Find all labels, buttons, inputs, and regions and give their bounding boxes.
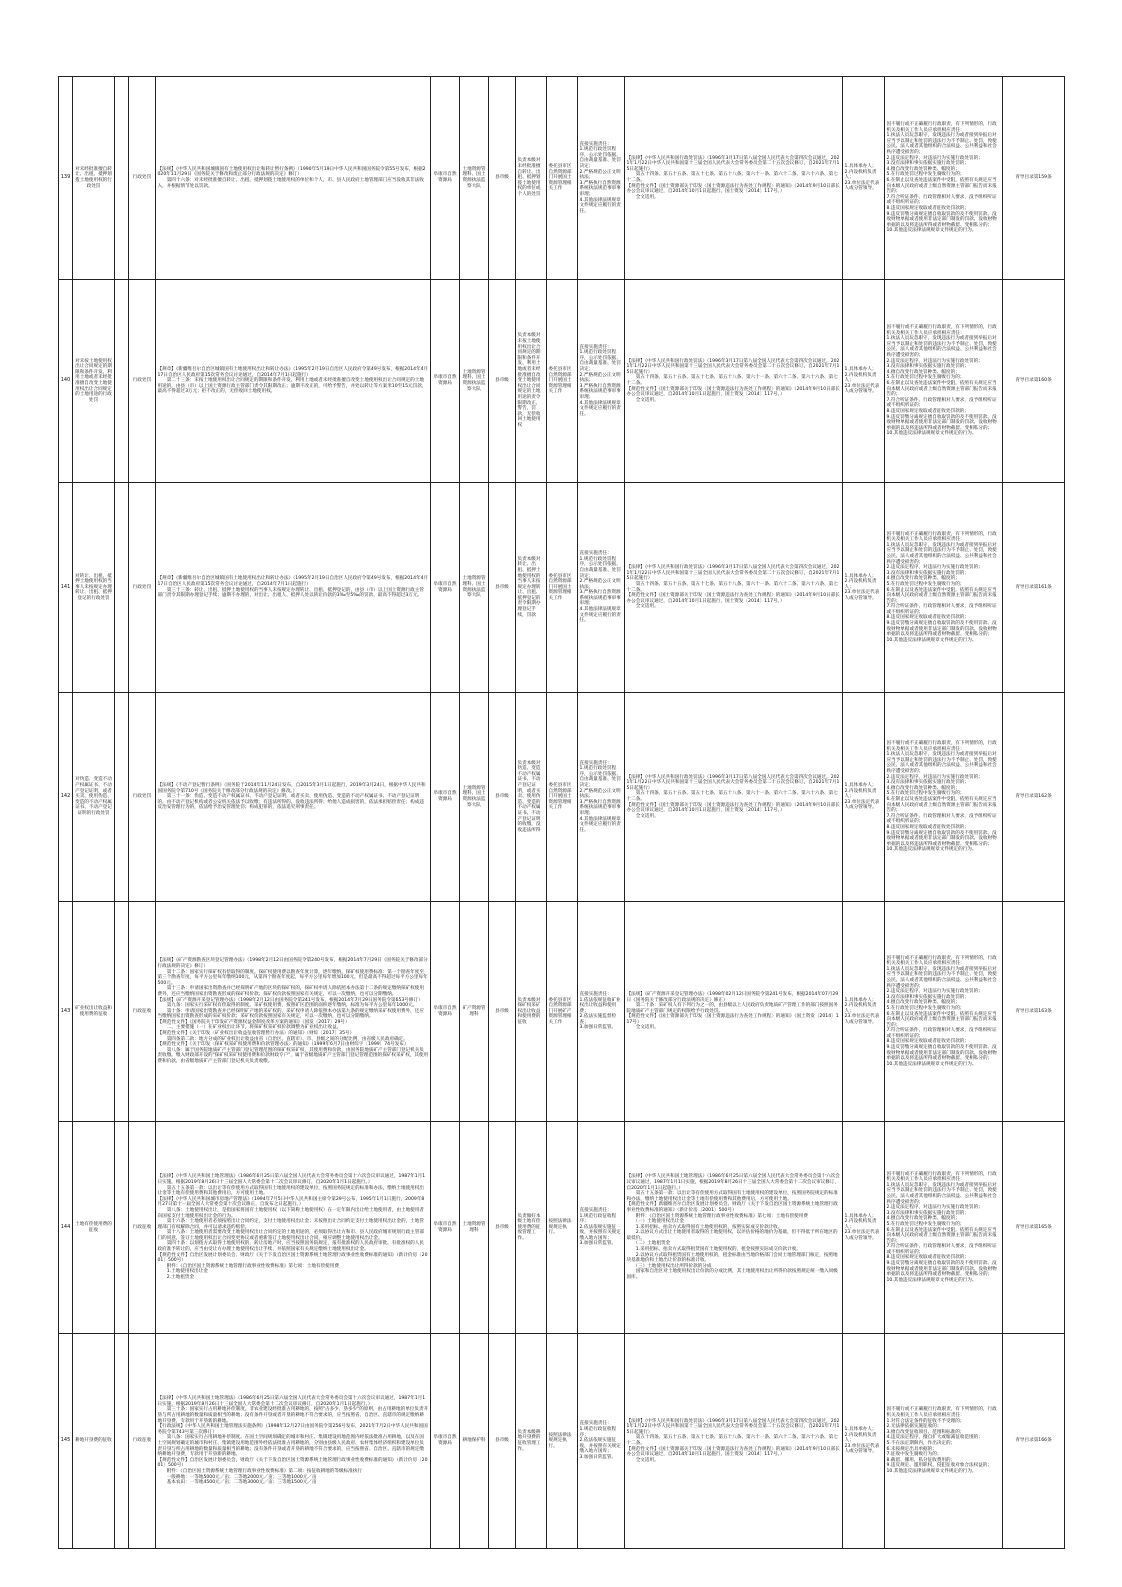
exercise-level: 县市级 <box>489 1122 516 1334</box>
responsible-unit: 土地资源管理科、国土资源执法监察大队 <box>460 280 489 483</box>
legal-basis: 【规章】《新疆维吾尔自治区城镇国有土地使用权出让和转让办法》（1995年2月19日自治区人民政府令第49号发布，根据2014年4月17日自治区人民政府第15次常务会议讨论通过，自2014年7月1日起施行） 第三十三条：转让、出租、抵押土地使用权的当事人未按规定办理转让、出租、抵押登记的，由县（市）以上国土资源行政主管部门责令其限期办理登记手续；逾期不办理的，对出让、出租人、抵押人处以转让价款的3‰至5‰的罚款，最高不得超过3万元。 <box>156 483 431 693</box>
level-duty: 负责做好本级土地有偿使用费的征收管理工作。 <box>516 1122 547 1334</box>
cooperation: 委托县市区自然资源部门开展国土资源管理相关工作 <box>547 483 578 693</box>
remark: 青导目录第161条 <box>1003 483 1065 693</box>
responsible-persons: 1.具体承办人； 2.内设机构负责人； 23.单位法定代表人或分管领导。 <box>843 693 885 902</box>
responsible-persons: 1.具体承办人； 2.内设机构负责人； 23.单位法定代表人或分管领导。 <box>843 280 885 483</box>
accountability: 因不履行或不正确履行行政职责，有下列情形的，行政机关及相关工作人员应承担相应责任： 1.执法人员玩忽职守，发现违法行为或者接到举报后对应当予以制止和处罚的违法行为不予制止、处罚，致使公民、法人或者其他组织的合法权益、公共利益和社会秩序遭受损害的； 2.违反法定程序，对违法行为实施行政处罚的； 3.没有法律和事实依据实施行政处罚的； 4.擅自改变行政处罚种类、幅度的； 5.在行政处罚过程中发生腐败行为的； 6.在制止以及查处违法案件中受阻，依照有关规定应当向本级人民政府或者上级自然资源主管部门报告而未报告的； 7.符合听证条件、行政管理相对人要求，没予组织听证或不组织听证的； 8.违反国家规定收取或者征收处罚款的； 9.违反罚缴分离规定擅自收取罚款的及不使用罚款、没收财物单据或者使用非法定部门制发的罚款、没收财物单据的以及将违法所得或者财物截留、变相私分的； 10.其他违反法律法规规章文件规定的行为。 <box>885 1122 1003 1334</box>
row-number: 141 <box>59 483 73 693</box>
level-duty: 负责本级对伪造、变造不动产权属证书、不动产登记证明，或者买卖、使用伪造、变造的不动产权属证书、不动产登记证明的收缴，没收违法所得 <box>516 693 547 902</box>
responsible-unit: 土地资源管理科 <box>460 1122 489 1334</box>
item-name: 对伪造、变造不动产权属证书、不动产登记证明，或者买卖、使用伪造、变造的不动产权属证书、不动产登记证明的行政处罚 <box>73 693 115 902</box>
exercise-level: 县市级 <box>489 77 516 280</box>
item-name: 对转让、出租、抵押土地使用权的当事人未按规定办理转让、出租、抵押登记的行政处罚 <box>73 483 115 693</box>
responsibility-basis: 【法律】《中华人民共和国土地管理法》（1986年6月25日第六届全国人民代表大会常务委员会第十六次会议审议通过，1987年1月1日实施，根据2019年8月26日十三届全国人大常委会第十二次会议审议修订，自2020年1月1日起施行。） 第五十五条第一款：以出让等有偿使用方式取得国有土地使用权的建设单位，按照国务院规定的标准和办法，缴纳土地使用权出让金等土地有偿使用费和其他费用后，方可使用土地。 【规范性文件】新疆维吾尔自治区发展计划委员会、财政厅《关于下发自治区国土资源系统土地管理行政事业性收费标准的通知》（新计价房〔2001〕500号） 附件：《自治区国土资源系统土地管理行政事业性收费标准》第七项：土地有偿使用费 （一）土地使用权出让金 1.采用招标、拍卖方式取得国有土地使用权的，按照实际成交价款计收。 2.以协议方式出让土地使用者取得的土地使用权，以评估价格的地价为基础，但不得低于所在地区的最低价。 （二）土地租赁金 1.采用招标、拍卖方式取得租赁国有土地使用权的，租金按照实际成交价款计收。 2.以协议方式取得租赁国有土地使用权的，租金标准由当地价格部门会同土地管理部门核定，按照地块基准地价和土地出让价款的标准计收。 （三）土地使用权出让所得价款的分成 国家和自治区对土地使用权出让价款的分成比例，其土地使用权出让所得价款按照规定统一缴入同级国库。 <box>625 1122 843 1334</box>
power-list-table <box>58 76 1065 1549</box>
level-duty: 负责本级对转让、出租、抵押土地使用权的当事人未按规定办理转让、出租、抵押登记的责令限期办理登记手续，罚款 <box>516 483 547 693</box>
table-row <box>59 1334 1065 1549</box>
level-duty: 负责本级对探矿权采矿权出让收益和使用费的征收 <box>516 902 547 1122</box>
exercise-level: 县市级 <box>489 693 516 902</box>
responsibility-basis: 【法律】《中华人民共和国行政处罚法》（1996年3月17日第八届全国人民代表大会第四次会议通过，2021年1月22日中华人民共和国第十三届全国人民代表大会常务委员会第二十五次会议修订，自2021年7月15日起施行） 第五十四条、第五十五条、第五十七条、第五十八条、第六十一条、第六十二条、第六十六条、第七十二条。 【规范性文件】《国土资源部关于印发〈国土资源违法行为查处工作规程〉的通知》（2014年9月10日部长办公会议审议通过，自2014年10月1日起施行，国土资发〔2014〕117号。） 全文适用。 <box>625 1334 843 1549</box>
cooperation: 委托县市区自然资源部门开展国土资源管理相关工作 <box>547 77 578 280</box>
responsibility-basis: 【法律】《中华人民共和国行政处罚法》（1996年3月17日第八届全国人民代表大会第四次会议通过，2021年1月22日中华人民共和国第十三届全国人民代表大会常务委员会第二十五次会议修订，自2021年7月15日起施行） 第五十四条、第五十五条、第五十七条、第五十八条、第六十一条、第六十二条、第六十六条、第七十二条。 【规范性文件】《国土资源部关于印发〈国土资源违法行为查处工作规程〉的通知》（2014年9月10日部长办公会议审议通过，自2014年10月1日起施行，国土资发〔2014〕117号。） 全文适用。 <box>625 693 843 902</box>
item-name: 对未按土地使用权出让合同规定的期限和条件开发、利用土地或者未经批准擅自改变土地使用权出让合同规定的土地用途的行政处罚 <box>73 280 115 483</box>
item-name: 土地有偿使用费的征收 <box>73 1122 115 1334</box>
implementing-dept: 阜康市自然资源局 <box>431 280 460 483</box>
cooperation: 委托县市区自然资源部门开展矿产资源管理相关工作 <box>547 902 578 1122</box>
responsibility: 直接实施责任： 1.规范行政处罚程序，公示处罚依据、自由裁量基准、处罚决定； 2.严格规范公正文明执法； 3.严格执行自然资源系统执法规范事审事审理； 4.其他法律法规规章文件规定应履行的责任。 <box>578 77 625 280</box>
responsibility-basis: 【法规】《矿产资源开采登记管理办法》（1998年02月12日国务院令第241号发布，根据2014年07月29日《国务院关于修改部分行政法规的决定》修正） 第二十条：采矿权人有下列行为之一的，由县级以上人民政府负责地质矿产管理工作的部门按照国务院地质矿产主管部门规定的权限给予行政处罚。 【规范性文件】《国土资源部关于印发〈国土资源违法行为查处工作规程〉的通知》（国土资发〔2014〕117号） 全文适用。 <box>625 902 843 1122</box>
remark: 青导目录第159条 <box>1003 77 1065 280</box>
responsibility: 直接实施责任： 1.规范行政处罚程序，公示处罚依据、自由裁量基准、处罚决定； 2.严格规范公正文明执法； 3.严格执行自然资源系统执法规范事审事审理； 4.其他法律法规规章文件规定应履行的责任。 <box>578 280 625 483</box>
responsibility: 直接实施责任： 1.规范行政征收程序； 2.依法依规实施征收，并按照有关规定缴入地方国库； 3.加强日常监管。 <box>578 1334 625 1549</box>
document-page <box>58 76 1064 1549</box>
responsibility: 直接实施责任： 1.依法依规征收矿业权出让收益和使用费； 2.依法实施监督检查； 3.加强日常监管。 <box>578 902 625 1122</box>
sub-item <box>115 483 129 693</box>
sub-item <box>115 77 129 280</box>
responsibility: 直接实施责任： 1.规范行政处罚程序，公示处罚依据、自由裁量基准、处罚决定； 2.严格规范公正文明执法； 3.严格执行自然资源系统执法规范事审事审理； 4.其他法律法规规章文件规定应履行的责任。 <box>578 483 625 693</box>
power-type: 行政处罚 <box>129 77 156 280</box>
responsibility-basis: 【法律】《中华人民共和国行政处罚法》（1996年3月17日第八届全国人民代表大会第四次会议通过，2021年1月22日中华人民共和国第十三届全国人民代表大会常务委员会第二十五次会议修订，自2021年7月15日起施行） 第五十四条、第五十五条、第五十七条、第五十八条、第六十一条、第六十二条、第六十六条、第七十二条。 【规范性文件】《国土资源部关于印发〈国土资源违法行为查处工作规程〉的通知》（2014年9月10日部长办公会议审议通过，自2014年10月1日起施行，国土资发〔2014〕117号。） 全文适用。 <box>625 483 843 693</box>
legal-basis: 【法规】《矿产资源勘查区块登记管理办法》（1998年2月12日由国务院令第240号发布，根据2014年7月29日《国务院关于修改部分行政法规的决定》修订） 第十二条：国家实行探矿权有偿取得的制度。探矿权使用费以勘查年度计算，逐年缴纳。探矿权使用费标准：第一个勘查年度至第三个勘查年度，每平方公里每年缴纳100元，从第四个勘查年度起，每平方公里每年增加100元，但是最高不得超过每平方公里每年500元。 第十三条：申请国家出资勘查并已经探明矿产地的区块的探矿权的，探矿权申请人除依照本办法第十二条的规定缴纳探矿权使用费外，还应当缴纳国家出资勘查形成的探矿权价款；探矿权价款按照国家有关规定，可以一次缴纳，也可以分期缴纳。 【法规】《矿产资源开采登记管理办法》（1998年2月12日由国务院令第241号发布，根据2014年7月29日国务院令第653号修订） 第九条：国家实行采矿权有偿取得的制度。采矿权使用费，按照矿区范围的面积逐年缴纳，标准为每平方公里每年1000元。 第十条：申请国家出资勘查并已经探明矿产地的采矿权的，采矿权申请人除依照本办法第九条的规定缴纳采矿权使用费外，还应当缴纳国家出资勘查形成的采矿权价款；采矿权价款按照国家有关规定，可以一次缴纳，也可以分期缴纳。 【规范性文件】《国务院关于印发矿产资源权益金制度改革方案的通知》（国发〔2017〕29号） 二、主要措施（一）在矿业权出让环节，将探矿权采矿权价款调整为矿业权出让收益。 【规范性文件】《关于印发〈矿业权出让收益征收管理暂行办法〉的通知》（财综〔2017〕35号） 第四条第二款：地方分成的矿业权出让收益由省（自治区、直辖市）、市、县级之间的分配比例，由省级人民政府确定。 【规范性文件】《关于印发〈探矿权采矿权使用费和价款管理办法〉的通知》（1999年6月7日由财综字〔1999〕74号发布） 第八条：属于国务院地质矿产主管部门登记管理范围的探矿权采矿权，其使用费和价款，由国务院地质矿产主管部门登记机关负责收缴。缴入财政部开设的"探矿权采矿权使用费和价款财政专户"，属于省级地质矿产主管部门登记管理范围的探矿权采矿权，其使用费和价款，由省级地质矿产主管部门登记机关负责收缴。 <box>156 902 431 1122</box>
row-number: 139 <box>59 77 73 280</box>
power-type: 行政征收 <box>129 902 156 1122</box>
implementing-dept: 阜康市自然资源局 <box>431 1122 460 1334</box>
row-number: 145 <box>59 1334 73 1549</box>
legal-basis: 【法律】《中华人民共和国土地管理法》（1986年6月25日第六届全国人民代表大会常务委员会第十六次会议审议通过，1987年1月1日实施，根据2019年8月26日十三届全国人大常委会第十二次会议审议修订，自2020年1月1日起施行。） 第三十条：国家实行占用耕地补偿制度。非农业建设经批准占用耕地的，按照"占多少，垦多少"的原则，由占用耕地的单位负责开垦与所占用耕地的数量和质量相当的耕地；没有条件开垦或者开垦的耕地不符合要求的，应当按照省、自治区、直辖市的规定缴纳耕地开垦费，专款用于开垦新的耕地。 【行政法规】《中华人民共和国土地管理法实施条例》（1998年12月27日由国务院令第256号发布，2021年7月2日中华人民共和国国务院令第743号第三次修订） 第八条：国家实行占用耕地补偿制度。在国土空间规划确定的城市和村庄、集镇建设用地范围内经依法批准占用耕地，以及在国土空间规划确定的城市和村庄、集镇建设用地范围外经依法批准占用耕地的，分别由县级人民政府、农村集体经济组织和建设单位负责开垦与所占用耕地的数量和质量相当的耕地；没有条件开垦或者开垦的耕地不符合要求的，应当按照省、自治区、直辖市的规定缴纳耕地开垦费，专款用于开垦新的耕地。 【规范性文件】自治区发展计划委员会、财政厅《关于下发自治区国土资源系统土地管理行政事业性收费标准的通知》（新计价房〔2001〕500号） 附件：《自治区国土资源系统土地管理行政事业性收费标准》第二项：按征收耕地的等级标准执行 一般耕地：一等地5000元／亩；二等地2000元／亩；三等地1000元／亩 基本农田：一等地4500元／亩；二等地3000元／亩；三等地1500元／亩 <box>156 1334 431 1549</box>
item-name: 耕地开垦费的征收 <box>73 1334 115 1549</box>
responsibility: 直接实施责任： 1.规范行政处罚程序，公示处罚依据、自由裁量基准、处罚决定； 2.严格规范公正文明执法； 3.严格执行自然资源系统执法规范事审事审理； 4.其他法律法规规章文件规定应履行的责任。 <box>578 693 625 902</box>
responsibility-basis: 【法律】《中华人民共和国行政处罚法》（1996年3月17日第八届全国人民代表大会第四次会议通过，2021年1月22日中华人民共和国第十三届全国人民代表大会常务委员会第二十五次会议修订，自2021年7月15日起施行） 第五十四条、第五十五条、第五十七条、第五十八条、第六十一条、第六十二条、第六十六条、第七十二条。 【规范性文件】《国土资源部关于印发〈国土资源违法行为查处工作规程〉的通知》（2014年9月10日部长办公会议审议通过，自2014年10月1日起施行，国土资发〔2014〕117号。） 全文适用。 <box>625 77 843 280</box>
implementing-dept: 阜康市自然资源局 <box>431 693 460 902</box>
sub-item <box>115 902 129 1122</box>
power-type: 行政处罚 <box>129 483 156 693</box>
cooperation: 委托县市区自然资源部门开展国土资源管理相关工作 <box>547 280 578 483</box>
row-number: 143 <box>59 902 73 1122</box>
legal-basis: 【法规】《不动产登记暂行条例》（国务院于2014年11月24日发布，自2015年3月1日起施行，2019年3月24日，根据中华人民共和国国务院令第710号《国务院关于修改部分行政法规的决定》修改。） 第三十一条：伪造、变造不动产权属证书、不动产登记证明，或者买卖、使用伪造、变造的不动产权属证书、不动产登记证明的，由不动产登记机构或者公安机关依法予以收缴；有违法所得的，没收违法所得；给他人造成损害的，依法承担赔偿责任；构成违反治安管理行为的，依法给予治安管理处罚；构成犯罪的，依法追究刑事责任。 <box>156 693 431 902</box>
remark: 青导目录第165条 <box>1003 1122 1065 1334</box>
responsibility-basis: 【法律】《中华人民共和国行政处罚法》（1996年3月17日第八届全国人民代表大会第四次会议通过，2021年1月22日中华人民共和国第十三届全国人民代表大会常务委员会第二十五次会议修订，自2021年7月15日起施行） 第五十四条、第五十五条、第五十七条、第五十八条、第六十一条、第六十二条、第六十六条、第七十二条。 【规范性文件】《国土资源部关于印发〈国土资源违法行为查处工作规程〉的通知》（2014年9月10日部长办公会议审议通过，自2014年10月1日起施行，国土资发〔2014〕117号。） 全文适用。 <box>625 280 843 483</box>
accountability: 因不履行或不正确履行行政职责，有下列情形的，行政机关及相关工作人员应承担相应责任： 1.执法人员玩忽职守，发现违法行为或者接到举报后对应当予以制止和处罚的违法行为不予制止、处罚，致使公民、法人或者其他组织的合法权益、公共利益和社会秩序遭受损害的； 2.违反法定程序，对违法行为实施行政处罚的； 3.没有法律和事实依据实施行政处罚的； 4.擅自改变行政处罚种类、幅度的； 5.在行政处罚过程中发生腐败行为的； 6.在制止以及查处违法案件中受阻，依照有关规定应当向本级人民政府或者上级自然资源主管部门报告而未报告的； 7.符合听证条件、行政管理相对人要求，没予组织听证或不组织听证的； 8.违反国家规定收取或者征收处罚款的； 9.违反罚缴分离规定擅自收取罚款的及不使用罚款、没收财物单据或者使用非法定部门制发的罚款、没收财物单据的以及将违法所得或者财物截留、变相私分的； 10.其他违反法律法规规章文件规定的行为。 <box>885 77 1003 280</box>
exercise-level: 县市级 <box>489 483 516 693</box>
responsible-unit: 土地资源管理科、国土资源执法监察大队 <box>460 693 489 902</box>
implementing-dept: 阜康市自然资源局 <box>431 77 460 280</box>
responsible-persons: 1.具体承办人； 2.内设机构负责人； 23.单位法定代表人或分管领导。 <box>843 483 885 693</box>
sub-item <box>115 280 129 483</box>
row-number: 142 <box>59 693 73 902</box>
remark: 青导目录第162条 <box>1003 693 1065 902</box>
sub-item <box>115 1122 129 1334</box>
remark: 青导目录第160条 <box>1003 280 1065 483</box>
table-row <box>59 902 1065 1122</box>
responsible-persons: 1.具体承办人； 2.内设机构负责人； 23.单位法定代表人或分管领导。 <box>843 77 885 280</box>
exercise-level: 县市级 <box>489 1334 516 1549</box>
row-number: 144 <box>59 1122 73 1334</box>
table-row <box>59 280 1065 483</box>
responsible-persons: 1.具体承办人； 2.内设机构负责人； 23.单位法定代表人或分管领导。 <box>843 1122 885 1334</box>
sub-item <box>115 1334 129 1549</box>
legal-basis: 【法律】《中华人民共和国土地管理法》（1986年6月25日第六届全国人民代表大会常务委员会第十六次会议审议通过，1987年1月1日实施，根据2019年8月26日十三届全国人大常委会第十二次会议审议修订，自2020年1月1日起施行。） 第五十五条第一款：以出让等有偿使用方式取得国有土地使用权的建设单位，按照国务院规定的标准和办法，缴纳土地使用权出让金等土地有偿使用费和其他费用后，方可使用土地。 【法律】《中华人民共和国城市房地产管理法》（1994年7月5日中华人民共和国主席令第29号公布，1995年1月1日施行，2009年8月27日第十一届全国人大常委会第十次会议修正，自发布之日起施行。） 第八条：土地使用权出让，是指国家将国有土地使用权（以下简称土地使用权）在一定年限内出让给土地使用者，由土地使用者向国家支付土地使用权出让金的行为。 第十六条：土地使用者必须按照出让合同约定，支付土地使用权出让金；未按照出让合同约定支付土地使用权出让金的，土地管理部门有权解除合同，并可以请求违约赔偿。 第十八条：土地使用者需要改变土地使用权出让合同约定的土地用途的，必须取得出让方和市、县人民政府城市规划行政主管部门的同意，签订土地使用权出让合同变更协议或者重新签订土地使用权出让合同，相应调整土地使用权出让金。 第四十条：以划拨方式取得土地使用权的，转让房地产时，应当按照国务院规定，报有批准权的人民政府审批。有批准权的人民政府准予转让的，应当由受让方办理土地使用权出让手续，并依照国家有关规定缴纳土地使用权出让金。 【规范性文件】自治区发展计划委员会、财政厅《关于下发自治区国土资源系统土地管理行政事业性收费标准的通知》（新计价房〔2001〕500号） 附件：《自治区国土资源系统土地管理行政事业性收费标准》第七项：土地有偿使用费 1.土地使用权出让金 2.土地租赁金 <box>156 1122 431 1334</box>
exercise-level: 县市级 <box>489 280 516 483</box>
power-type: 行政处罚 <box>129 280 156 483</box>
responsible-unit: 矿产资源管理科 <box>460 902 489 1122</box>
table-row <box>59 693 1065 902</box>
accountability: 因不履行或不正确履行行政职责，有下列情形的，行政机关及相关工作人员应承担相应责任： 1.对符合法定条件的征收不予受理的； 2.无法律依据实施征收的； 3.擅自改变征收项目、范围和标准的； 4.违反法定程序，擅自扩大或缩减征收范围的； 5.不在法定期限内，作出决定的； 6.未按规定出具单据的； 7.征收中发生腐败行为的； 8.截留、挪用、私分征收费用的； 9.违反规定、滥用职权，侵犯征收对象合法权益的； 10.其他违反法律法规规章文件规定的行为。 <box>885 1334 1003 1549</box>
responsibility: 直接实施责任： 1.规范行政征收程序； 2.依法依规实施征收，并按照有关规定缴入地方国库； 3.加强日常监管。 <box>578 1122 625 1334</box>
remark: 青导目录第166条 <box>1003 1334 1065 1549</box>
sub-item <box>115 693 129 902</box>
level-duty: 负责本级对未按土地使用权出让合同规定的期限和条件开发、利用土地或者未经批准擅自改变土地使用权出让合同规定的土地用途的责令限期改正，警告，罚款，无偿收回土地使用权 <box>516 280 547 483</box>
responsible-unit: 土地资源管理科、国土资源执法监察大队 <box>460 77 489 280</box>
responsible-unit: 耕地保护科 <box>460 1334 489 1549</box>
table-row <box>59 1122 1065 1334</box>
implementing-dept: 阜康市自然资源局 <box>431 1334 460 1549</box>
cooperation: 按照法律法规规定执行。 <box>547 1122 578 1334</box>
row-number: 140 <box>59 280 73 483</box>
item-name: 对未经批准擅自转让、出租、抵押划拨土地使用权的行政处罚 <box>73 77 115 280</box>
accountability: 因不履行或不正确履行行政职责，有下列情形的，行政机关及相关工作人员应承担相应责任： 1.执法人员玩忽职守，发现违法行为或者接到举报后对应当予以制止和处罚的违法行为不予制止、处罚，致使公民、法人或者其他组织的合法权益、公共利益和社会秩序遭受损害的； 2.违反法定程序，对违法行为实施行政处罚的； 3.没有法律和事实依据实施行政处罚的； 4.擅自改变行政处罚种类、幅度的； 5.在行政处罚过程中发生腐败行为的； 6.在制止以及查处违法案件中受阻，依照有关规定应当向本级人民政府或者上级自然资源主管部门报告而未报告的； 7.符合听证条件、行政管理相对人要求，没予组织听证或不组织听证的； 8.违反国家规定收取或者征收处罚款的； 9.违反罚缴分离规定擅自收取罚款的及不使用罚款、没收财物单据或者使用非法定部门制发的罚款、没收财物单据的以及将违法所得或者财物截留、变相私分的； 10.其他违反法律法规规章文件规定的行为。 <box>885 280 1003 483</box>
power-type: 行政征收 <box>129 1122 156 1334</box>
implementing-dept: 阜康市自然资源局 <box>431 483 460 693</box>
level-duty: 负责本级耕地开垦费的征收管理工作。 <box>516 1334 547 1549</box>
accountability: 因不履行或不正确履行行政职责，有下列情形的，行政机关及相关工作人员应承担相应责任： 1.执法人员玩忽职守，发现违法行为或者接到举报后对应当予以制止和处罚的违法行为不予制止、处罚，致使公民、法人或者其他组织的合法权益、公共利益和社会秩序遭受损害的； 2.违反法定程序，对违法行为实施行政处罚的； 3.没有法律和事实依据实施行政处罚的； 4.擅自改变行政处罚种类、幅度的； 5.在行政处罚过程中发生腐败行为的； 6.在制止以及查处违法案件中受阻，依照有关规定应当向本级人民政府或者上级自然资源主管部门报告而未报告的； 7.符合听证条件、行政管理相对人要求，没予组织听证或不组织听证的； 8.违反国家规定收取或者征收处罚款的； 9.违反罚缴分离规定擅自收取罚款的及不使用罚款、没收财物单据或者使用非法定部门制发的罚款、没收财物单据的以及将违法所得或者财物截留、变相私分的； 10.其他违反法律法规规章文件规定的行为。 <box>885 483 1003 693</box>
accountability: 因不履行或不正确履行行政职责，有下列情形的，行政机关及相关工作人员应承担相应责任： 1.执法人员玩忽职守，发现违法行为或者接到举报后对应当予以制止和处罚的违法行为不予制止、处罚，致使公民、法人或者其他组织的合法权益、公共利益和社会秩序遭受损害的； 2.违反法定程序，对违法行为实施行政处罚的； 3.没有法律和事实依据实施行政处罚的； 4.擅自改变行政处罚种类、幅度的； 5.在行政处罚过程中发生腐败行为的； 6.在制止以及查处违法案件中受阻，依照有关规定应当向本级人民政府或者上级自然资源主管部门报告而未报告的； 7.符合听证条件、行政管理相对人要求，没予组织听证或不组织听证的； 8.违反国家规定收取或者征收处罚款的； 9.违反罚缴分离规定擅自收取罚款的及不使用罚款、没收财物单据或者使用非法定部门制发的罚款、没收财物单据的以及将违法所得或者财物截留、变相私分的； 10.其他违反法律法规规章文件规定的行为。 <box>885 693 1003 902</box>
table-row <box>59 77 1065 280</box>
legal-basis: 【法规】《中华人民共和国城镇国有土地使用权出让和转让暂行条例》（1990年5月19日中华人民共和国国务院令第55号发布，根据2020年11月29日《国务院关于修改和废止部分行政法规的决定》修订） 第四十六条：对未经批准擅自转让、出租、抵押划拨土地使用权的单位和个人，市、县人民政府土地管理部门应当没收其非法收入，并根据情节处以罚款。 <box>156 77 431 280</box>
responsible-persons: 1.具体承办人； 2.内设机构负责人； 23.单位法定代表人或分管领导。 <box>843 902 885 1122</box>
exercise-level: 县市级 <box>489 902 516 1122</box>
responsible-unit: 土地资源管理科、国土资源执法监察大队 <box>460 483 489 693</box>
legal-basis: 【规章】《新疆维吾尔自治区城镇国有土地使用权出让和转让办法》（1995年2月19日自治区人民政府令第49号发布，根据2014年4月17日自治区人民政府第15次常务会议讨论通过，自2014年7月1日起施行） 第二十三条：未按土地使用权出让合同规定的期限和条件开发、利用土地或者未经批准擅自改变土地使用权出让合同规定的土地用途的，由县（市）以上国土资源行政主管部门责令其限期改正；逾期不改正的，可给予警告，并处以转让等方案米10至15元罚款，最高不得超过3万元；拒不改正的，无偿收回土地使用权。 <box>156 280 431 483</box>
table-row <box>59 483 1065 693</box>
responsible-persons: 1.具体承办人； 2.内设机构负责人； 23.单位法定代表人或分管领导。 <box>843 1334 885 1549</box>
cooperation: 委托县市区自然资源部门开展国土资源管理相关工作 <box>547 693 578 902</box>
cooperation: 按照法律法规规定执行。 <box>547 1334 578 1549</box>
remark: 青导目录第163条 <box>1003 902 1065 1122</box>
implementing-dept: 阜康市自然资源局 <box>431 902 460 1122</box>
accountability: 因不履行或不正确履行行政职责，有下列情形的，行政机关及相关工作人员应承担相应责任： 1.执法人员玩忽职守，发现违法行为或者接到举报后对应当予以制止和处罚的违法行为不予制止、处罚，致使公民、法人或者其他组织的合法权益、公共利益和社会秩序遭受损害的； 2.违反法定程序，对违法行为实施行政处罚的； 3.没有法律和事实依据实施行政处罚的； 4.擅自改变行政处罚种类、幅度的； 5.在行政处罚过程中发生腐败行为的； 6.在制止以及查处违法案件中受阻，依照有关规定应当向本级人民政府或者上级自然资源主管部门报告而未报告的； 7.符合听证条件、行政管理相对人要求，没予组织听证或不组织听证的； 8.违反国家规定收取或者征收处罚款的； 9.违反罚缴分离规定擅自收取罚款的及不使用罚款、没收财物单据或者使用非法定部门制发的罚款、没收财物单据的以及将违法所得或者财物截留、变相私分的； 10.其他违反法律法规规章文件规定的行为。 <box>885 902 1003 1122</box>
power-type: 行政征收 <box>129 1334 156 1549</box>
item-name: 矿业权出让收益和使用费的征收 <box>73 902 115 1122</box>
power-type: 行政处罚 <box>129 693 156 902</box>
level-duty: 负责本级对未经批准擅自转让、出租、抵押划拨土地使用权的单位或个人的处罚 <box>516 77 547 280</box>
